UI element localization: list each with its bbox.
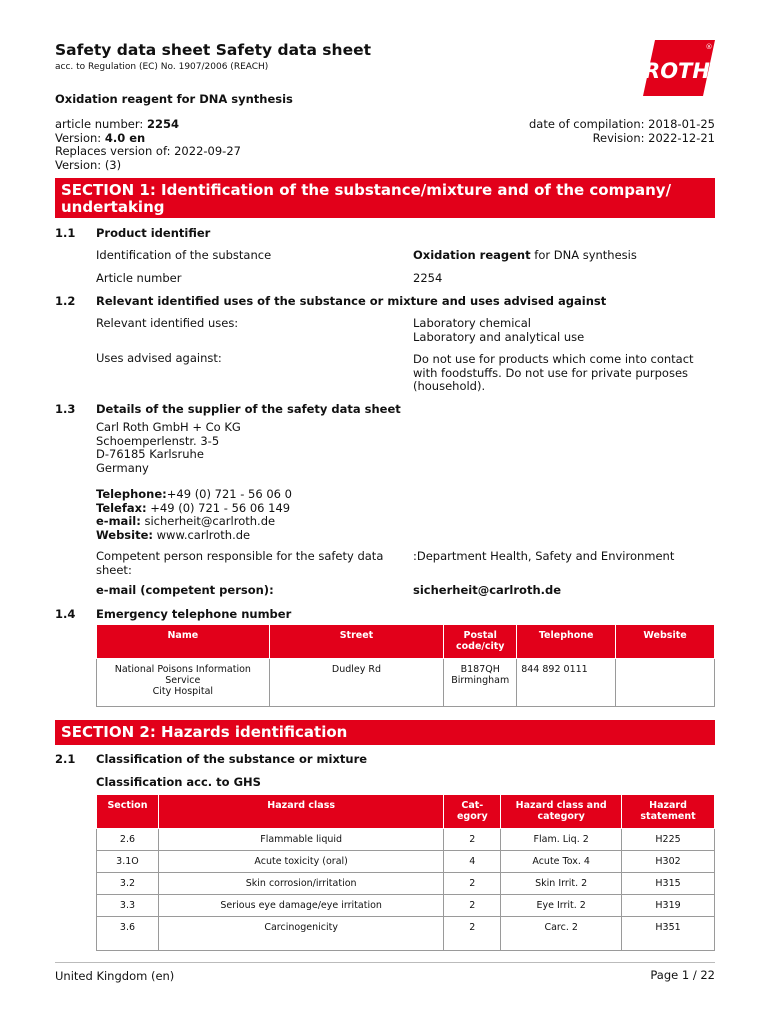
col-name: Name <box>97 625 270 659</box>
section-2-1-title: Classification of the substance or mixture <box>96 752 368 766</box>
footer-divider <box>55 962 715 963</box>
table-row: 2.6 Flammable liquid 2 Flam. Liq. 2 H225 <box>97 829 715 851</box>
cell-postal: B187QH Birmingham <box>444 659 517 707</box>
ghs-classification-table <box>96 794 715 951</box>
section-1-4-title: Emergency telephone number <box>96 607 292 621</box>
section-1-2-title: Relevant identified uses of the substance or mixture and uses advised against <box>96 294 607 308</box>
supplier-address: Carl Roth GmbH + Co KG Schoemperlenstr. 3-5 D-76185 Karlsruhe Germany <box>96 420 241 475</box>
section-2-header: SECTION 2: Hazards identification <box>55 720 715 745</box>
article-number: 2254 <box>146 117 179 131</box>
section-2-1-number: 2.1 <box>55 752 76 766</box>
footer-locale: United Kingdom (en) <box>55 969 175 983</box>
table-row: 3.6 Carcinogenicity 2 Carc. 2 H351 <box>97 917 715 951</box>
email-link: sicherheit@carlroth.de <box>140 514 276 528</box>
col-hazard-statement: Hazard statement <box>622 795 715 829</box>
compilation-date: date of compilation: 2018-01-25 <box>528 117 715 131</box>
version-paren: Version: (3) <box>55 157 122 172</box>
section-1-1-number: 1.1 <box>55 226 76 240</box>
cell-website <box>616 659 715 707</box>
article-number-value: 2254 <box>413 271 443 285</box>
competent-email-value: sicherheit@carlroth.de <box>413 583 562 597</box>
replaces-version: Replaces version of: 2022-09-27 <box>55 144 241 158</box>
section-1-2-number: 1.2 <box>55 294 76 308</box>
section-1-3-title: Details of the supplier of the safety data sheet <box>96 402 401 416</box>
regulation-note: acc. to Regulation (EC) No. 1907/2006 (REACH) <box>55 62 269 72</box>
document-meta-right <box>529 118 715 145</box>
col-class-category: Hazard class and category <box>501 795 622 829</box>
substance-id-value: Oxidation reagent for DNA synthesis <box>413 248 637 262</box>
document-meta-left: article number: 2254 Version: 4.0 en Replaces version of: 2022-09-27 Version: (3) <box>55 117 241 172</box>
logo-registered-mark: ® <box>705 43 713 51</box>
logo-text: ROTH <box>644 59 710 83</box>
table-row: 3.1O Acute toxicity (oral) 4 Acute Tox. 4 H302 <box>97 851 715 873</box>
document-title: Safety data sheet Safety data sheet <box>55 41 372 59</box>
revision-date: Revision: 2022-12-21 <box>592 130 715 145</box>
uses-against-value: Do not use for products which come into contact with foodstuffs. Do not use for private purposes (household). <box>413 352 694 393</box>
section-1-4-number: 1.4 <box>55 607 76 621</box>
product-name: Oxidation reagent for DNA synthesis <box>55 92 293 106</box>
emergency-phone-table <box>96 624 715 707</box>
identified-uses-label: Relevant identified uses: <box>96 316 239 330</box>
website-link: www.carlroth.de <box>153 527 251 542</box>
table-row: 3.3 Serious eye damage/eye irritation 2 Eye Irrit. 2 H319 <box>97 895 715 917</box>
article-number-label: Article number <box>96 271 182 285</box>
ghs-title: Classification acc. to GHS <box>96 775 261 789</box>
supplier-contacts: Telephone:+49 (0) 721 - 56 06 0 Telefax: +49 (0) 721 - 56 06 149 e-mail: sicherheit@carlroth.de Website: www.carlroth.de <box>96 487 292 542</box>
telefax-value: +49 (0) 721 - 56 06 149 <box>146 500 291 515</box>
identified-uses-value: Laboratory chemical Laboratory and analytical use <box>413 316 585 344</box>
substance-id-label: Identification of the substance <box>96 248 272 262</box>
roth-logo <box>643 40 715 96</box>
cell-street: Dudley Rd <box>269 659 444 707</box>
cell-name: National Poisons Information Service City Hospital <box>97 659 270 707</box>
col-telephone: Telephone <box>517 625 616 659</box>
section-1-3-number: 1.3 <box>55 402 76 416</box>
competent-email-label: e-mail (competent person): <box>96 583 274 597</box>
col-category: Cat-egory <box>444 795 501 829</box>
page-number: Page 1 / 22 <box>650 968 715 982</box>
col-street: Street <box>269 625 444 659</box>
competent-person-value: :Department Health, Safety and Environment <box>413 549 675 563</box>
uses-against-label: Uses advised against: <box>96 351 222 365</box>
col-section: Section <box>97 795 159 829</box>
competent-person-label: Competent person responsible for the safety data sheet: <box>96 549 384 577</box>
telephone-value: +49 (0) 721 - 56 06 0 <box>166 487 292 501</box>
section-1-header: SECTION 1: Identification of the substance/mixture and of the company/ undertaking <box>55 178 715 218</box>
version-number: 4.0 en <box>104 130 146 145</box>
col-hazard-class: Hazard class <box>158 795 443 829</box>
col-postal: Postal code/city <box>444 625 517 659</box>
section-1-1-title: Product identifier <box>96 226 211 240</box>
cell-telephone: 844 892 0111 <box>517 659 616 707</box>
table-row <box>97 659 715 707</box>
table-row: 3.2 Skin corrosion/irritation 2 Skin Irrit. 2 H315 <box>97 873 715 895</box>
col-website: Website <box>616 625 715 659</box>
